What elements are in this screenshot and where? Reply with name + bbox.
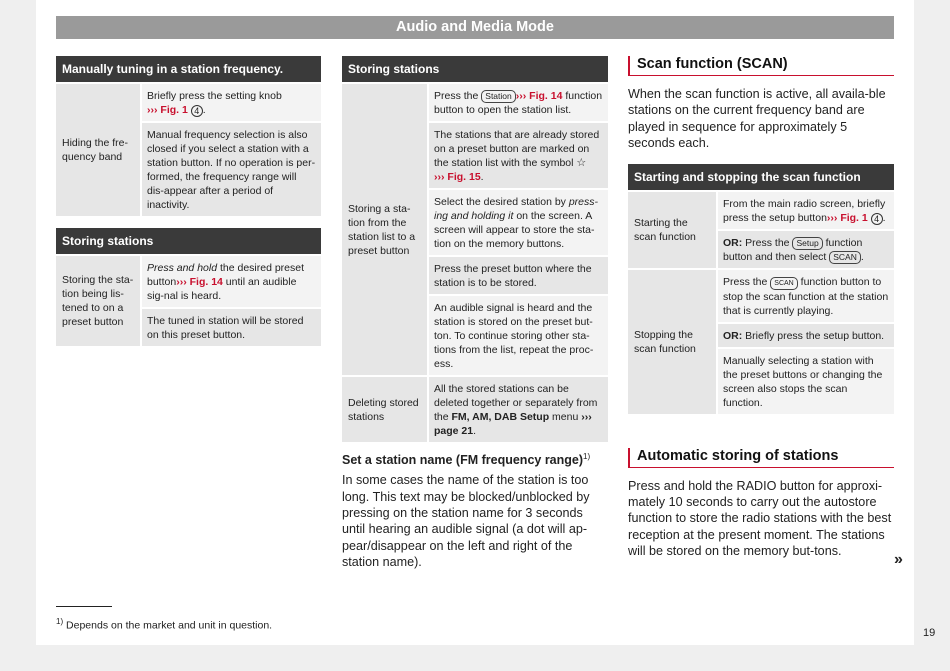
figure-ref[interactable]: ››› Fig. 1 [826,211,868,224]
cell-text: Press the [723,275,771,288]
table-title: Starting and stopping the scan function [628,164,894,190]
cell-text: Select the desired station by [434,196,569,208]
or-label: OR: [723,236,743,249]
subsection-title-text: Set a station name (FM frequency range) [342,453,584,468]
scan-button-label: SCAN [770,277,797,290]
table-cell [718,270,894,322]
cell-text: function button to stop the scan function at the station that is currently playing. [723,275,889,317]
paragraph: Press and hold the RADIO button for approxi-mately 10 seconds to carry out the autostore function to store the radio stations with the best reception at the present moment. The stations will be stored on the memory but-tons. [628,478,892,559]
table-cell: Press the preset button where the station is to be stored. [429,255,608,294]
table-cell [142,256,321,307]
cell-text: Press and hold [147,262,218,274]
section-title: Automatic storing of stations [628,448,894,468]
table-cell: From the main radio screen, briefly press the setup button››› Fig. 1 4 . [718,192,894,229]
storing-stations-table-2 [342,56,608,442]
cell-text: function button to open the station list. [434,90,603,116]
cell-text: All the stored stations can be deleted together or separately from the [434,383,598,423]
paragraph: When the scan function is active, all availa-ble stations on the current frequency band are played in sequence for approximately 5 seconds each. [628,87,886,151]
cell-text: Press the [434,90,482,102]
column-2 [342,56,608,571]
cell-text: until an audible sig-nal is heard. [147,276,297,302]
row-label: Storing the sta-tion being lis-tened to on a preset button [56,256,142,346]
cell-text: on the screen. A screen will appear to store the sta-tion on the memory buttons. [434,210,595,250]
scan-button-label: SCAN [829,251,861,264]
row-label: Starting the scan function [628,192,718,268]
callout-number: 4 [191,105,203,117]
page-ref[interactable]: ››› page 21 [434,411,592,437]
footnote-mark: 1) [56,617,64,626]
table-title: Storing stations [56,228,321,254]
table-title: Storing stations [342,56,608,82]
station-button-label: Station [481,90,515,103]
cell-text: Briefly press the setting knob [147,90,282,102]
page-number: 19 [923,627,936,639]
continue-marker: » [894,551,903,568]
manual-tuning-table [56,56,321,216]
table-cell [429,188,608,255]
table-cell: OR: Press the Setup function button and then select SCAN . [718,229,894,268]
chapter-banner: Audio and Media Mode [56,16,894,39]
menu-name: FM, AM, DAB Setup [451,411,550,423]
cell-text: Briefly press the setup button. [742,329,885,342]
or-label: OR: [723,329,743,342]
figure-ref[interactable]: ››› Fig. 15 [434,171,481,183]
footnote-ref: 1) [583,452,591,461]
subsection-title [342,452,608,467]
cell-text: Press the [742,236,793,249]
section-title: Scan function (SCAN) [628,56,894,76]
table-cell: Manually selecting a station with the preset buttons or changing the screen also stops the scan function. [718,347,894,414]
scan-table [628,164,894,414]
cell-text: press-ing and holding it [434,196,599,222]
table-title: Manually tuning in a station frequency. [56,56,321,82]
table-cell: Manual frequency selection is also closed if you select a station with a station button. If no operation is per-formed, the frequency range will dis-appear after a period of inactivity. [142,121,321,216]
star-icon: ☆ [576,157,587,169]
cell-text: function button and then select [723,236,863,263]
table-cell [718,322,894,347]
cell-text: From the main radio screen, briefly press the setup button [723,197,886,224]
callout-number: 4 [871,213,883,225]
setup-button-label: Setup [792,237,822,250]
row-label: Deleting stored stations [342,377,429,442]
row-label: Hiding the fre-quency band [56,84,142,216]
paragraph: In some cases the name of the station is too long. This text may be blocked/unblocked by pressing on the station name for 3 seconds until hearing an audible signal (a dot will ap-pear/disappear on the left and right of the station name). [342,473,590,570]
table-cell [429,84,608,121]
table-cell: The stations that are already stored on a preset button are marked on the station list with the symbol ☆ ››› Fig. 15. [429,121,608,188]
row-label: Stopping the scan function [628,270,718,414]
table-cell: The tuned in station will be stored on this preset button. [142,307,321,346]
figure-ref[interactable]: ››› Fig. 14 [176,276,223,288]
cell-text: The stations that are already stored on a preset button are marked on the station list with the symbol [434,129,600,169]
storing-stations-table-1 [56,228,321,346]
cell-text: menu [549,411,582,423]
column-1 [56,56,321,358]
table-cell: An audible signal is heard and the station is stored on the preset but-ton. To continue storing other sta-tions from the list, repeat the proc-ess. [429,294,608,375]
column-3 [628,56,894,560]
table-cell: All the stored stations can be deleted together or separately from the FM, AM, DAB Setup menu ››› page 21. [429,377,608,442]
row-label: Storing a sta-tion from the station list to a preset button [342,84,429,375]
figure-ref[interactable]: ››› Fig. 14 [515,90,563,102]
footnote-text: Depends on the market and unit in question. [66,619,273,632]
footnote-divider [56,606,112,607]
cell-text: the desired preset button [147,262,305,288]
footnote [56,617,272,632]
table-cell: Briefly press the setting knob ››› Fig. 1 4 . [142,84,321,121]
figure-ref[interactable]: ››› Fig. 1 [147,104,188,116]
